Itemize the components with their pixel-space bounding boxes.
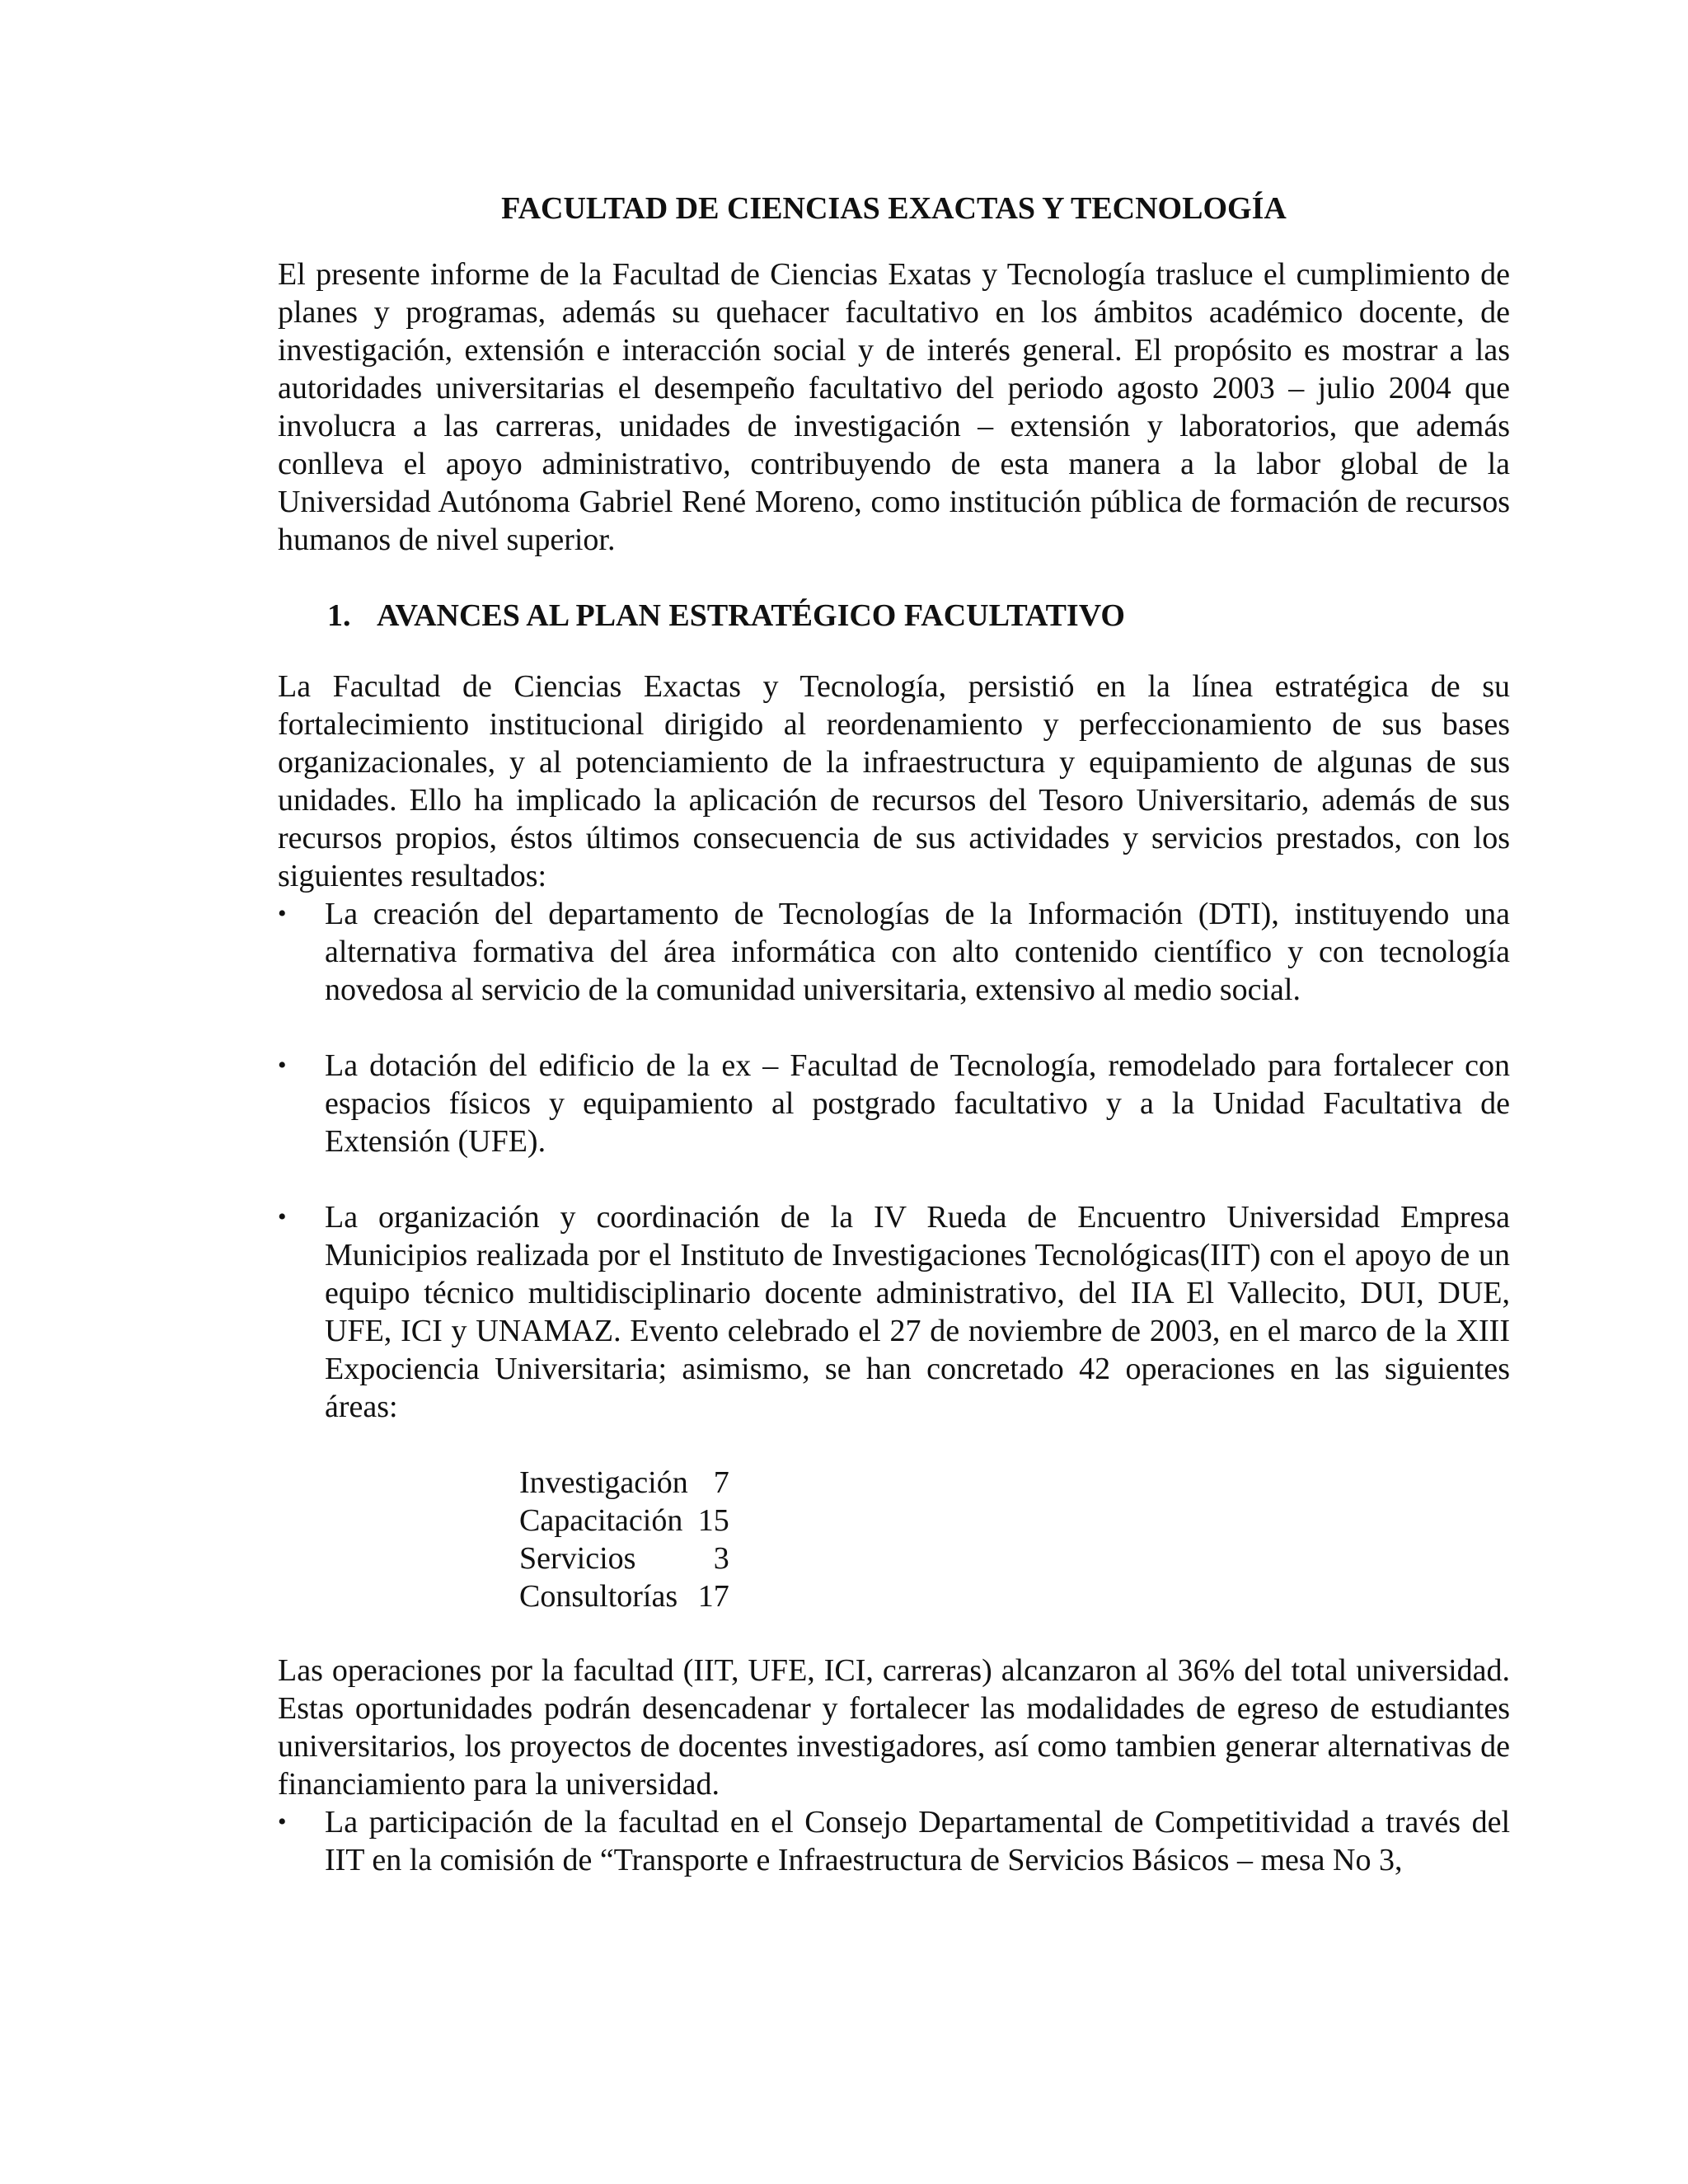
table-row [519,1540,729,1577]
results-list-continued [278,1803,1510,1879]
section-title: AVANCES AL PLAN ESTRATÉGICO FACULTATIVO [377,598,1125,633]
page-title: FACULTAD DE CIENCIAS EXACTAS Y TECNOLOGÍA [501,191,1287,226]
bullet-icon: • [278,1052,287,1079]
operations-table [519,1464,729,1615]
bullet-icon: • [278,1203,287,1230]
list-item-text: La creación del departamento de Tecnologías de la Información (DTI), instituyendo una alternativa formativa del área informática con alto contenido científico y con tecnología novedosa al servicio de la comunidad universitaria, extensivo al medio social. [325,897,1510,1007]
list-item [278,1047,1510,1160]
table-row [519,1502,729,1540]
list-item-text: La organización y coordinación de la IV Rueda de Encuentro Universidad Empresa Municipios realizada por el Instituto de Investigaciones Tecnológicas(IIT) con el apoyo de un equipo técnico multidisciplinario docente administrativo, del IIA El Vallecito, DUI, DUE, UFE, ICI y UNAMAZ. Evento celebrado el 27 de noviembre de 2003, en el marco de la XIII Expociencia Universitaria; asimismo, se han concretado 42 operaciones en las siguientes áreas: [325,1200,1510,1424]
list-item [278,1198,1510,1426]
area-name: Consultorías [519,1579,678,1614]
area-name: Investigación [519,1465,688,1500]
section-intro-paragraph: La Facultad de Ciencias Exactas y Tecnología, persistió en la línea estratégica de su fortalecimiento institucional dirigido al reordenamiento y perfeccionamiento de sus bases organizacionales, y al potenciamiento de la infraestructura y equipamiento de algunas de sus unidades. Ello ha implicado la aplicación de recursos del Tesoro Universitario, además de sus recursos propios, éstos últimos consecuencia de sus actividades y servicios prestados, con los siguientes resultados: [278,669,1510,893]
table-row [519,1464,729,1502]
area-name: Servicios [519,1541,636,1576]
section-heading [278,595,1510,636]
area-count: 15 [697,1503,729,1538]
table-row [519,1577,729,1615]
list-item-text: La dotación del edificio de la ex – Facultad de Tecnología, remodelado para fortalecer con espacios físicos y equipamiento al postgrado facultativo y a la Unidad Facultativa de Extensión (UFE). [325,1048,1510,1159]
list-item [278,1803,1510,1879]
results-list [278,895,1510,1426]
area-count: 17 [697,1579,729,1614]
list-item-text: La participación de la facultad en el Consejo Departamental de Competitividad a través del IIT en la comisión de “Transporte e Infraestructura de Servicios Básicos – mesa No 3, [325,1805,1510,1877]
bullet-icon: • [278,1808,287,1835]
page-content [278,188,1510,1879]
intro-paragraph: El presente informe de la Facultad de Ciencias Exatas y Tecnología trasluce el cumplimiento de planes y programas, además su quehacer facultativo en los ámbitos académico docente, de investigación, extensión e interacción social y de interés general. El propósito es mostrar a las autoridades universitarias el desempeño facultativo del periodo agosto 2003 – julio 2004 que involucra a las carreras, unidades de investigación – extensión y laboratorios, que además conlleva el apoyo administrativo, contribuyendo de esta manera a la labor global de la Universidad Autónoma Gabriel René Moreno, como institución pública de formación de recursos humanos de nivel superior. [278,257,1510,557]
area-count: 3 [713,1541,729,1576]
list-item [278,895,1510,1009]
area-count: 7 [713,1465,729,1500]
section-number: 1. [327,598,351,633]
area-name: Capacitación [519,1503,683,1538]
bullet-icon: • [278,900,287,927]
operations-summary-paragraph: Las operaciones por la facultad (IIT, UFE, ICI, carreras) alcanzaron al 36% del total universidad. Estas oportunidades podrán desencadenar y fortalecer las modalidades de egreso de estudiantes universitarios, los proyectos de docentes investigadores, así como tambien generar alternativas de financiamiento para la universidad. [278,1653,1510,1802]
